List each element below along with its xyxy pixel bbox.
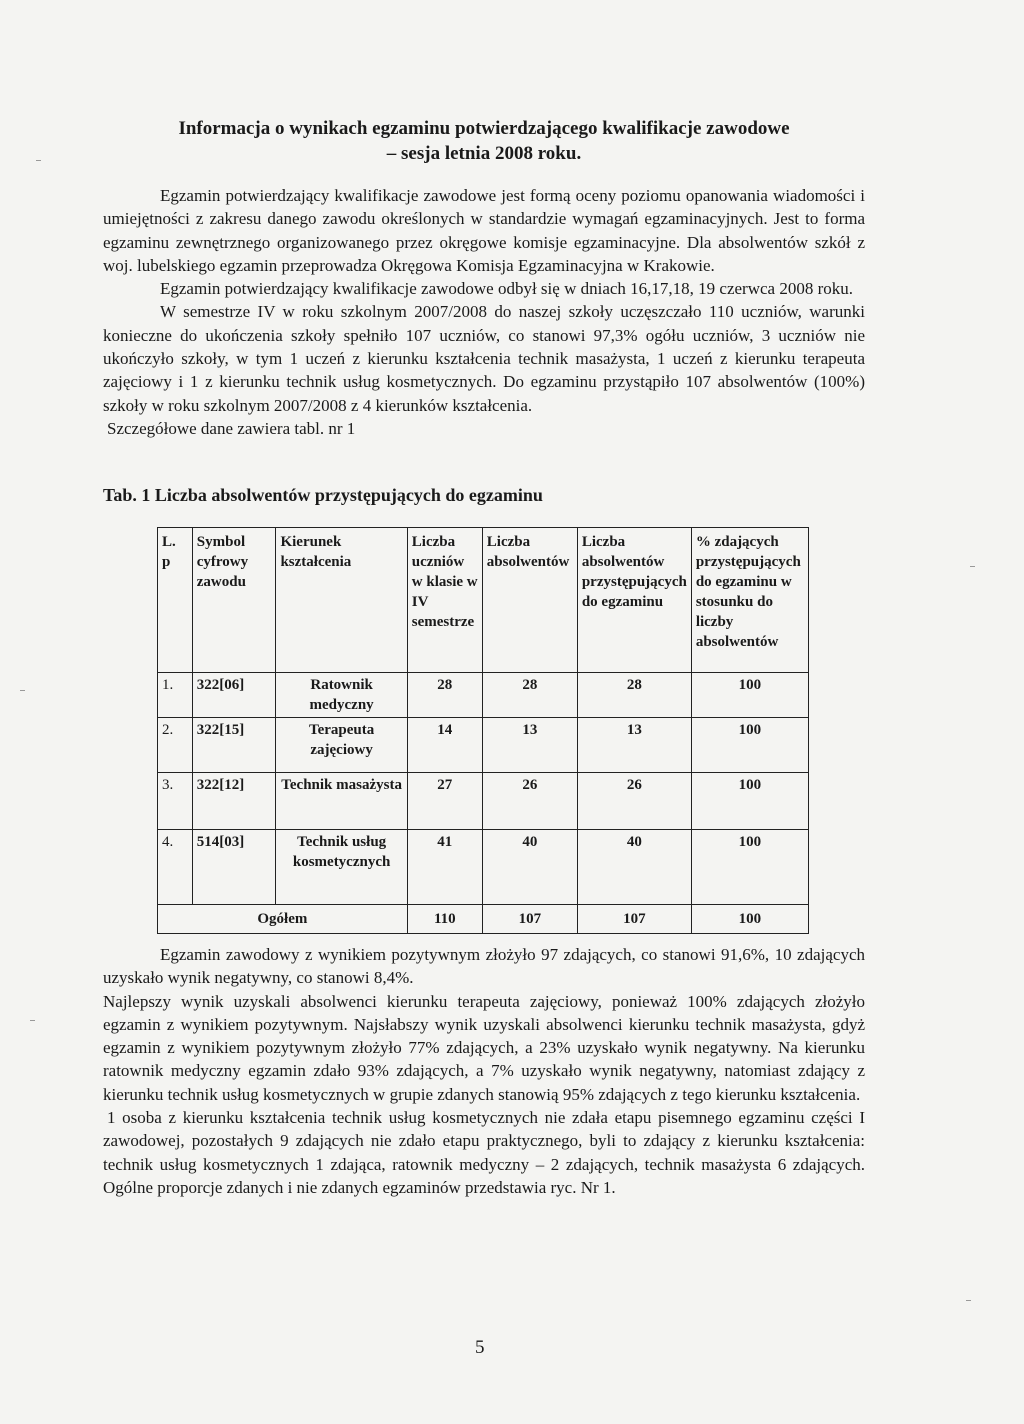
cell-absolwentow: 28 [482, 673, 577, 718]
cell-symbol: 514[03] [192, 830, 276, 905]
header-uczniow: Liczba uczniów w klasie w IV semestrze [407, 528, 482, 673]
cell-procent: 100 [691, 773, 808, 830]
results-paragraph-2: Najlepszy wynik uzyskali absolwenci kierunku terapeuta zajęciowy, ponieważ 100% zdających złożyło egzamin z wynikiem pozytywnym. Najsłabszy wynik uzyskali absolwenci kierunku technik masażysta, gdyż egzamin z wynikiem pozytywnym złożyło 77% zdających, a 23% uzyskało wynik negatywny. Na kierunku ratownik medyczny egzamin zdało 93% zdających, a 7% uzyskało wynik negatywny, natomiast zdający z kierunku technik usług kosmetycznych w grupie zdanych stanowią 95% zdających z tego kierunku kształcenia. [103, 991, 865, 1104]
header-kierunek: Kierunek kształcenia [276, 528, 407, 673]
cell-uczniow: 41 [407, 830, 482, 905]
cell-przystepujacych: 26 [577, 773, 691, 830]
table-row [158, 830, 809, 905]
scan-margin-mark [970, 566, 975, 567]
table-header-row [158, 528, 809, 673]
cell-kierunek: Terapeuta zajęciowy [276, 718, 407, 773]
intro-paragraph-2: Egzamin potwierdzający kwalifikacje zawodowe odbył się w dniach 16,17,18, 19 czerwca 2008 roku. [160, 279, 853, 299]
cell-lp: 2. [158, 718, 193, 773]
title-line-1: Informacja o wynikach egzaminu potwierdzającego kwalifikacje zawodowe [178, 118, 790, 139]
table-row [158, 773, 809, 830]
total-label: Ogółem [158, 905, 408, 934]
cell-lp: 1. [158, 673, 193, 718]
cell-absolwentow: 13 [482, 718, 577, 773]
scan-margin-mark [30, 1020, 35, 1021]
cell-przystepujacych: 40 [577, 830, 691, 905]
intro-paragraph-3: W semestrze IV w roku szkolnym 2007/2008 do naszej szkoły uczęszczało 110 uczniów, warunki konieczne do ukończenia szkoły spełniło 107 uczniów, co stanowi 97,3% ogółu uczniów, 3 uczniów nie ukończyło szkoły, w tym 1 uczeń z kierunku kształcenia technik masażysta, 1 uczeń z kierunku terapeuta zajęciowy i 1 z kierunku technik usług kosmetycznych. Do egzaminu przystąpiło 107 absolwentów (100%) szkoły w roku szkolnym 2007/2008 z 4 kierunków kształcenia. [103, 302, 865, 415]
cell-kierunek: Technik masażysta [276, 773, 407, 830]
table-caption: Tab. 1 Liczba absolwentów przystępujących do egzaminu [103, 485, 543, 505]
header-absolwentow: Liczba absolwentów [482, 528, 577, 673]
cell-symbol: 322[15] [192, 718, 276, 773]
cell-procent: 100 [691, 673, 808, 718]
header-procent: % zdających przystępujących do egzaminu w stosunku do liczby absolwentów [691, 528, 808, 673]
title-line-2: – sesja letnia 2008 roku. [386, 143, 582, 164]
cell-uczniow: 27 [407, 773, 482, 830]
header-lp: L. p [158, 528, 193, 673]
cell-kierunek: Technik usług kosmetycznych [276, 830, 407, 905]
intro-paragraph-1: Egzamin potwierdzający kwalifikacje zawodowe jest formą oceny poziomu opanowania wiadomości i umiejętności z zakresu danego zawodu określonych w standardzie wymagań egzaminacyjnych. Jest to forma egzaminu zewnętrznego organizowanego przez okręgowe komisje egzaminacyjne. Dla absolwentów szkół z woj. lubelskiego egzamin przeprowadza Okręgowa Komisja Egzaminacyjna w Krakowie. [103, 186, 865, 275]
scan-margin-mark [36, 160, 41, 161]
cell-przystepujacych: 28 [577, 673, 691, 718]
results-paragraph-1: Egzamin zawodowy z wynikiem pozytywnym złożyło 97 zdających, co stanowi 91,6%, 10 zdających uzyskało wynik negatywny, co stanowi 8,4%. [103, 945, 865, 988]
cell-lp: 3. [158, 773, 193, 830]
cell-absolwentow: 26 [482, 773, 577, 830]
total-przystepujacych: 107 [577, 905, 691, 934]
header-symbol: Symbol cyfrowy zawodu [192, 528, 276, 673]
total-absolwentow: 107 [482, 905, 577, 934]
scan-margin-mark [20, 690, 25, 691]
cell-procent: 100 [691, 718, 808, 773]
table-total-row [158, 905, 809, 934]
intro-section [103, 184, 865, 440]
total-uczniow: 110 [407, 905, 482, 934]
document-title [100, 116, 868, 166]
page-number: 5 [475, 1337, 485, 1358]
header-przystepujacych: Liczba absolwentów przystępujących do egzaminu [577, 528, 691, 673]
cell-kierunek: Ratownik medyczny [276, 673, 407, 718]
results-table [157, 527, 809, 934]
cell-symbol: 322[12] [192, 773, 276, 830]
cell-procent: 100 [691, 830, 808, 905]
cell-absolwentow: 40 [482, 830, 577, 905]
cell-lp: 4. [158, 830, 193, 905]
results-paragraph-3: 1 osoba z kierunku kształcenia technik usług kosmetycznych nie zdała etapu pisemnego egzaminu części I zawodowej, pozostałych 9 zdających nie zdało etapu praktycznego, byli to zdający z kierunku kształcenia: technik usług kosmetycznych 1 zdająca, ratownik medyczny – 2 zdających, technik masażysta 6 zdających. Ogólne proporcje zdanych i nie zdanych egzaminów przedstawia ryc. Nr 1. [103, 1108, 865, 1197]
results-section [103, 943, 865, 1199]
total-procent: 100 [691, 905, 808, 934]
cell-symbol: 322[06] [192, 673, 276, 718]
cell-uczniow: 14 [407, 718, 482, 773]
intro-paragraph-4: Szczegółowe dane zawiera tabl. nr 1 [107, 418, 356, 438]
scan-margin-mark [966, 1300, 971, 1301]
table-row [158, 673, 809, 718]
table-row [158, 718, 809, 773]
cell-uczniow: 28 [407, 673, 482, 718]
cell-przystepujacych: 13 [577, 718, 691, 773]
